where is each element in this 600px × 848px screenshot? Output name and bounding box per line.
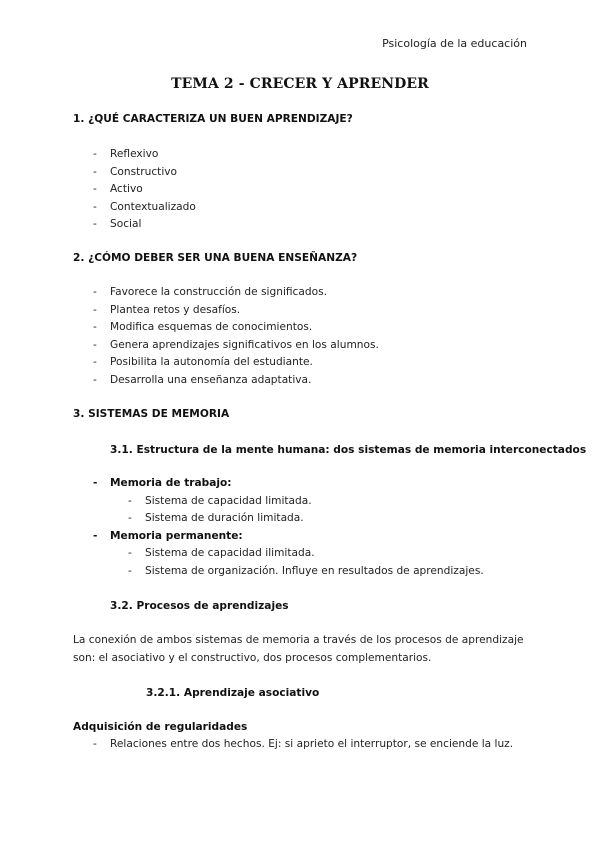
dash-bullet: - <box>128 494 132 507</box>
acquisition-list <box>93 736 514 754</box>
memory-processes-paragraph: La conexión de ambos sistemas de memoria a través de los procesos de aprendizaje son: el asociativo y el constructivo, dos procesos complementarios. <box>73 634 524 664</box>
list-item: - Posibilita la autonomía del estudiante. <box>110 354 379 372</box>
list-item <box>93 475 484 493</box>
list-item: - Sistema de capacidad ilimitada. <box>110 545 484 563</box>
section3-2-heading: 3.2. Procesos de aprendizajes <box>110 600 289 612</box>
dash-bullet: - <box>93 200 97 213</box>
list-item: - Sistema de capacidad limitada. <box>110 493 484 511</box>
list-item: - Contextualizado <box>110 199 196 217</box>
dash-bullet: - <box>93 321 97 333</box>
dash-bullet: - <box>93 148 97 160</box>
acquisition-heading: Adquisición de regularidades <box>73 721 248 733</box>
section1-heading: 1. ¿QUÉ CARACTERIZA UN BUEN APRENDIZAJE? <box>73 113 353 125</box>
dash-bullet: - <box>93 218 97 230</box>
list-item: - Social <box>110 216 196 234</box>
dash-bullet: - <box>128 564 132 577</box>
list-item: - Modifica esquemas de conocimientos. <box>110 319 379 337</box>
dash-bullet: - <box>93 303 97 316</box>
section2-list <box>93 284 379 389</box>
section3-2-1-heading: 3.2.1. Aprendizaje asociativo <box>146 687 320 699</box>
list-item <box>93 528 484 546</box>
dash-bullet: - <box>128 512 132 524</box>
section3-1-heading: 3.1. Estructura de la mente humana: dos sistemas de memoria interconectados <box>110 444 587 456</box>
dash-bullet: - <box>93 165 97 178</box>
list-item: - Plantea retos y desafíos. <box>110 302 379 320</box>
list-item: - Sistema de organización. Influye en resultados de aprendizajes. <box>110 563 484 581</box>
list-item: - Desarrolla una enseñanza adaptativa. <box>110 372 379 390</box>
list-item: - Activo <box>110 181 196 199</box>
working-memory-label: Memoria de trabajo: <box>110 477 232 489</box>
list-item: - Favorece la construcción de significados. <box>110 284 379 302</box>
dash-bullet: - <box>128 547 132 559</box>
dash-bullet: - <box>93 286 97 298</box>
section3-heading: 3. SISTEMAS DE MEMORIA <box>73 408 230 420</box>
dash-bullet: - <box>93 356 97 368</box>
dash-bullet: - <box>93 738 97 750</box>
dash-bullet: - <box>93 183 97 195</box>
list-item: - Reflexivo <box>110 146 196 164</box>
list-item: - Genera aprendizajes significativos en los alumnos. <box>110 337 379 355</box>
permanent-memory-label: Memoria permanente: <box>110 529 243 542</box>
section2-heading: 2. ¿CÓMO DEBER SER UNA BUENA ENSEÑANZA? <box>73 252 358 264</box>
dash-bullet: - <box>93 477 98 489</box>
list-item: - Constructivo <box>110 164 196 182</box>
dash-bullet: - <box>93 373 97 386</box>
section1-list <box>93 146 196 234</box>
list-item: - Sistema de duración limitada. <box>110 510 484 528</box>
list-item: - Relaciones entre dos hechos. Ej: si aprieto el interruptor, se enciende la luz. <box>110 736 513 754</box>
dash-bullet: - <box>93 529 98 542</box>
document-title: TEMA 2 - CRECER Y APRENDER <box>171 76 429 92</box>
course-header: Psicología de la educación <box>382 37 527 50</box>
memory-types-list <box>93 475 484 580</box>
dash-bullet: - <box>93 338 97 351</box>
